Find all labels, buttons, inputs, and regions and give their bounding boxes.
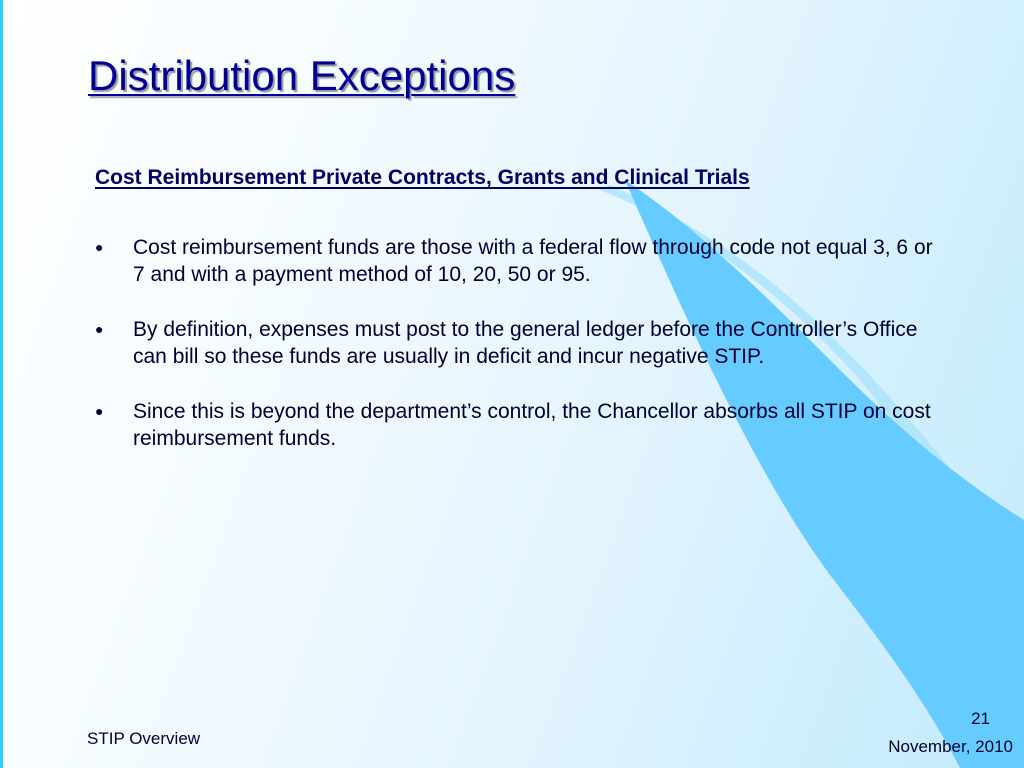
bullet-text: Cost reimbursement funds are those with a federal flow through code not equal 3, 6 or 7 and with a payment method of 10, 20, 50 or 95. bbox=[133, 236, 933, 286]
bullet-item bbox=[95, 316, 935, 370]
bullet-text: By definition, expenses must post to the general ledger before the Controller’s Office can bill so these funds are usually in deficit and incur negative STIP. bbox=[133, 318, 918, 368]
bullet-icon: ● bbox=[95, 403, 104, 419]
bullet-item bbox=[95, 398, 935, 452]
bullet-icon: ● bbox=[95, 239, 104, 255]
bullet-list bbox=[95, 234, 935, 480]
footer-page-number: 21 bbox=[971, 709, 990, 728]
footer-date: November, 2010 bbox=[888, 737, 1013, 756]
slide-subtitle: Cost Reimbursement Private Contracts, Grants and Clinical Trials bbox=[95, 166, 750, 189]
footer-presentation-title: STIP Overview bbox=[87, 729, 201, 748]
bullet-item bbox=[95, 234, 935, 288]
bullet-text: Since this is beyond the department’s control, the Chancellor absorbs all STIP on cost reimbursement funds. bbox=[133, 400, 931, 450]
slide-title: Distribution Exceptions bbox=[88, 52, 516, 99]
bullet-icon: ● bbox=[95, 321, 104, 337]
